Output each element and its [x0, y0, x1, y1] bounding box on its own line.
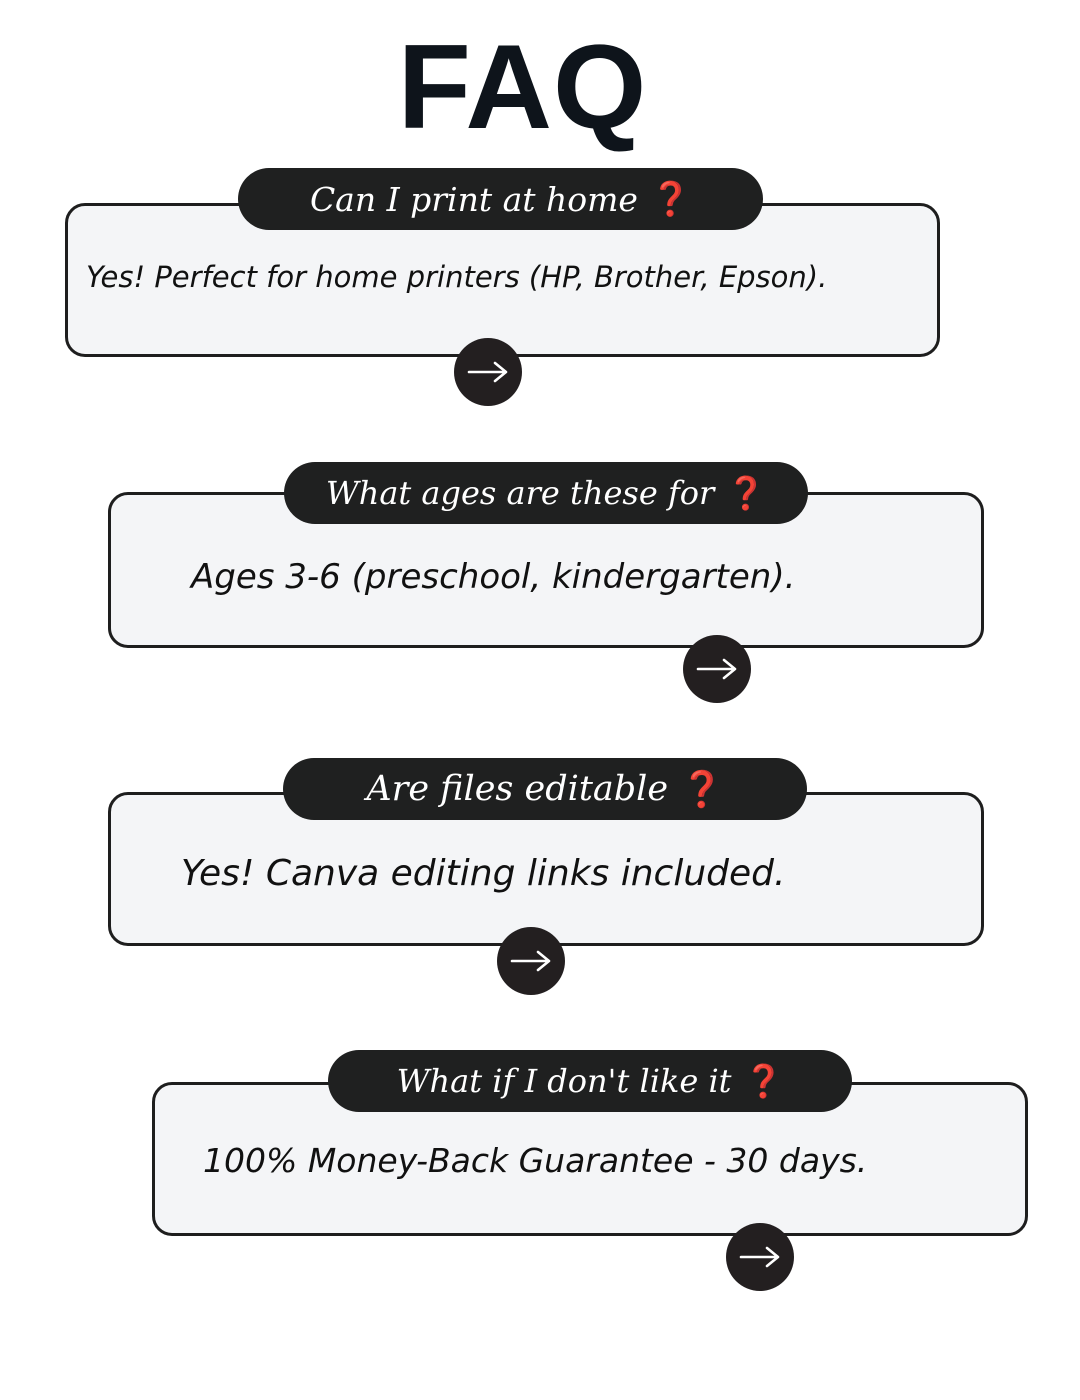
- arrow-right-button[interactable]: [454, 338, 522, 406]
- faq-question-text: Can I print at home: [309, 179, 638, 219]
- question-mark-icon: ❓: [726, 474, 767, 512]
- faq-question-text: Are files editable: [366, 769, 669, 809]
- question-mark-icon: ❓: [743, 1062, 784, 1100]
- arrow-right-icon: [510, 949, 552, 973]
- faq-answer: Yes! Canva editing links included.: [181, 853, 786, 894]
- faq-question-text: What if I don't like it: [396, 1062, 732, 1100]
- page-title: FAQ: [397, 20, 648, 154]
- arrow-right-button[interactable]: [726, 1223, 794, 1291]
- arrow-right-button[interactable]: [683, 635, 751, 703]
- faq-question-text: What ages are these for: [325, 474, 715, 512]
- arrow-right-icon: [696, 657, 738, 681]
- faq-answer: 100% Money-Back Guarantee - 30 days.: [203, 1141, 868, 1180]
- arrow-right-icon: [467, 360, 509, 384]
- question-mark-icon: ❓: [649, 179, 692, 218]
- question-mark-icon: ❓: [680, 769, 724, 810]
- faq-answer: Yes! Perfect for home printers (HP, Brother, Epson).: [86, 260, 828, 294]
- faq-question-pill[interactable]: [238, 168, 763, 230]
- faq-answer: Ages 3-6 (preschool, kindergarten).: [191, 557, 796, 597]
- faq-question-pill[interactable]: [328, 1050, 852, 1112]
- arrow-right-icon: [739, 1245, 781, 1269]
- faq-question-pill[interactable]: [283, 758, 807, 820]
- arrow-right-button[interactable]: [497, 927, 565, 995]
- faq-question-pill[interactable]: [284, 462, 808, 524]
